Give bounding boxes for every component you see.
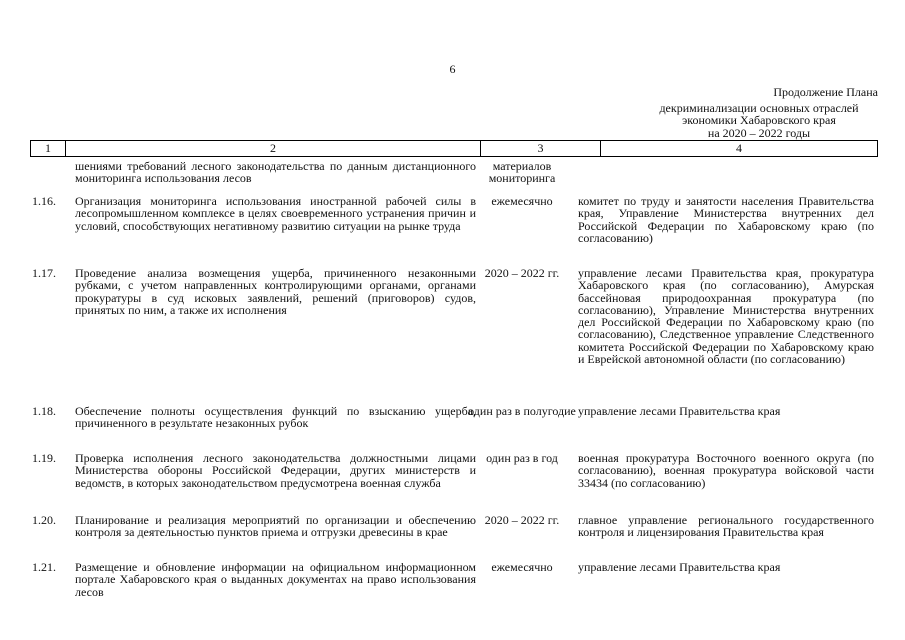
row-description: Обеспечение полноты осуществления функций по взысканию ущерба, причиненного в результате незаконных рубок xyxy=(75,404,476,431)
row-description: Проведение анализа возмещения ущерба, причиненного незаконными рубками, с учетом направленных контролирующими органами, органами прокуратуры в суд исковых заявлений, решений (приговоров) судов, принятых по ним, а также их исполнения xyxy=(75,266,476,317)
document-heading xyxy=(640,86,878,139)
row-period: ежемесячно xyxy=(491,560,553,574)
row-number: 1.17. xyxy=(32,266,56,280)
column-header-1: 1 xyxy=(31,141,66,156)
row-description: шениями требований лесного законодательства по данным дистанционного мониторинга использования лесов xyxy=(75,159,476,186)
heading-line-2: декриминализации основных отраслей xyxy=(659,100,859,115)
row-executors: военная прокуратура Восточного военного округа (по согласованию), военная прокуратура войсковой части 33434 (по согласованию) xyxy=(578,451,874,490)
row-description: Проверка исполнения лесного законодательства должностными лицами Министерства обороны Российской Федерации, других министерств и ведомств, в которых законодательством предусмотрена военная служба xyxy=(75,451,476,490)
row-period: 2020 – 2022 гг. xyxy=(484,513,560,527)
page-number: 6 xyxy=(449,62,456,76)
row-description: Размещение и обновление информации на официальном информационном портале Хабаровского края о выданных документах на право использования лесов xyxy=(75,560,476,599)
row-period: ежемесячно xyxy=(491,194,553,208)
row-number: 1.19. xyxy=(32,451,56,465)
row-period: 2020 – 2022 гг. xyxy=(484,266,560,280)
row-number: 1.20. xyxy=(32,513,56,527)
row-description: Планирование и реализация мероприятий по организации и обеспечению контроля за деятельностью пунктов приема и отгрузки древесины в крае xyxy=(75,513,476,540)
table-header-row xyxy=(30,140,878,157)
row-executors: управление лесами Правительства края xyxy=(578,560,781,574)
row-executors: комитет по труду и занятости населения Правительства края, Управление Министерства внутренних дел Российской Федерации по Хабаровскому краю (по согласованию) xyxy=(578,194,874,245)
heading-line-1: Продолжение Плана xyxy=(773,85,878,99)
column-header-3: 3 xyxy=(481,141,601,156)
row-number: 1.16. xyxy=(32,194,56,208)
row-executors: управление лесами Правительства края, прокуратура Хабаровского края (по согласованию), Амурская бассейновая природоохранная прокуратура (по согласованию), Управление Министерства внутренних дел Российской Федерации по Хабаровскому краю (по согласованию), Следственное управление Следственного комитета Российской Федерации по Хабаровскому краю и Еврейской автономной области (по согласованию) xyxy=(578,266,874,367)
row-number: 1.21. xyxy=(32,560,56,574)
heading-line-4: на 2020 – 2022 годы xyxy=(707,125,811,140)
row-description: Организация мониторинга использования иностранной рабочей силы в лесопромышленном комплексе в целях своевременного устранения причин и условий, способствующих негативному развитию ситуации на рынке труда xyxy=(75,194,476,233)
column-header-4: 4 xyxy=(736,141,742,155)
row-executors: управление лесами Правительства края xyxy=(578,404,781,418)
row-executors: главное управление регионального государственного контроля и лицензирования Правительства края xyxy=(578,513,874,540)
row-number: 1.18. xyxy=(32,404,56,418)
row-period: один раз в год xyxy=(486,451,558,465)
heading-line-3: экономики Хабаровского края xyxy=(682,113,836,127)
row-period: материалов мониторинга xyxy=(488,159,556,186)
column-header-2: 2 xyxy=(66,141,481,156)
row-period: один раз в полугодие xyxy=(468,404,576,418)
